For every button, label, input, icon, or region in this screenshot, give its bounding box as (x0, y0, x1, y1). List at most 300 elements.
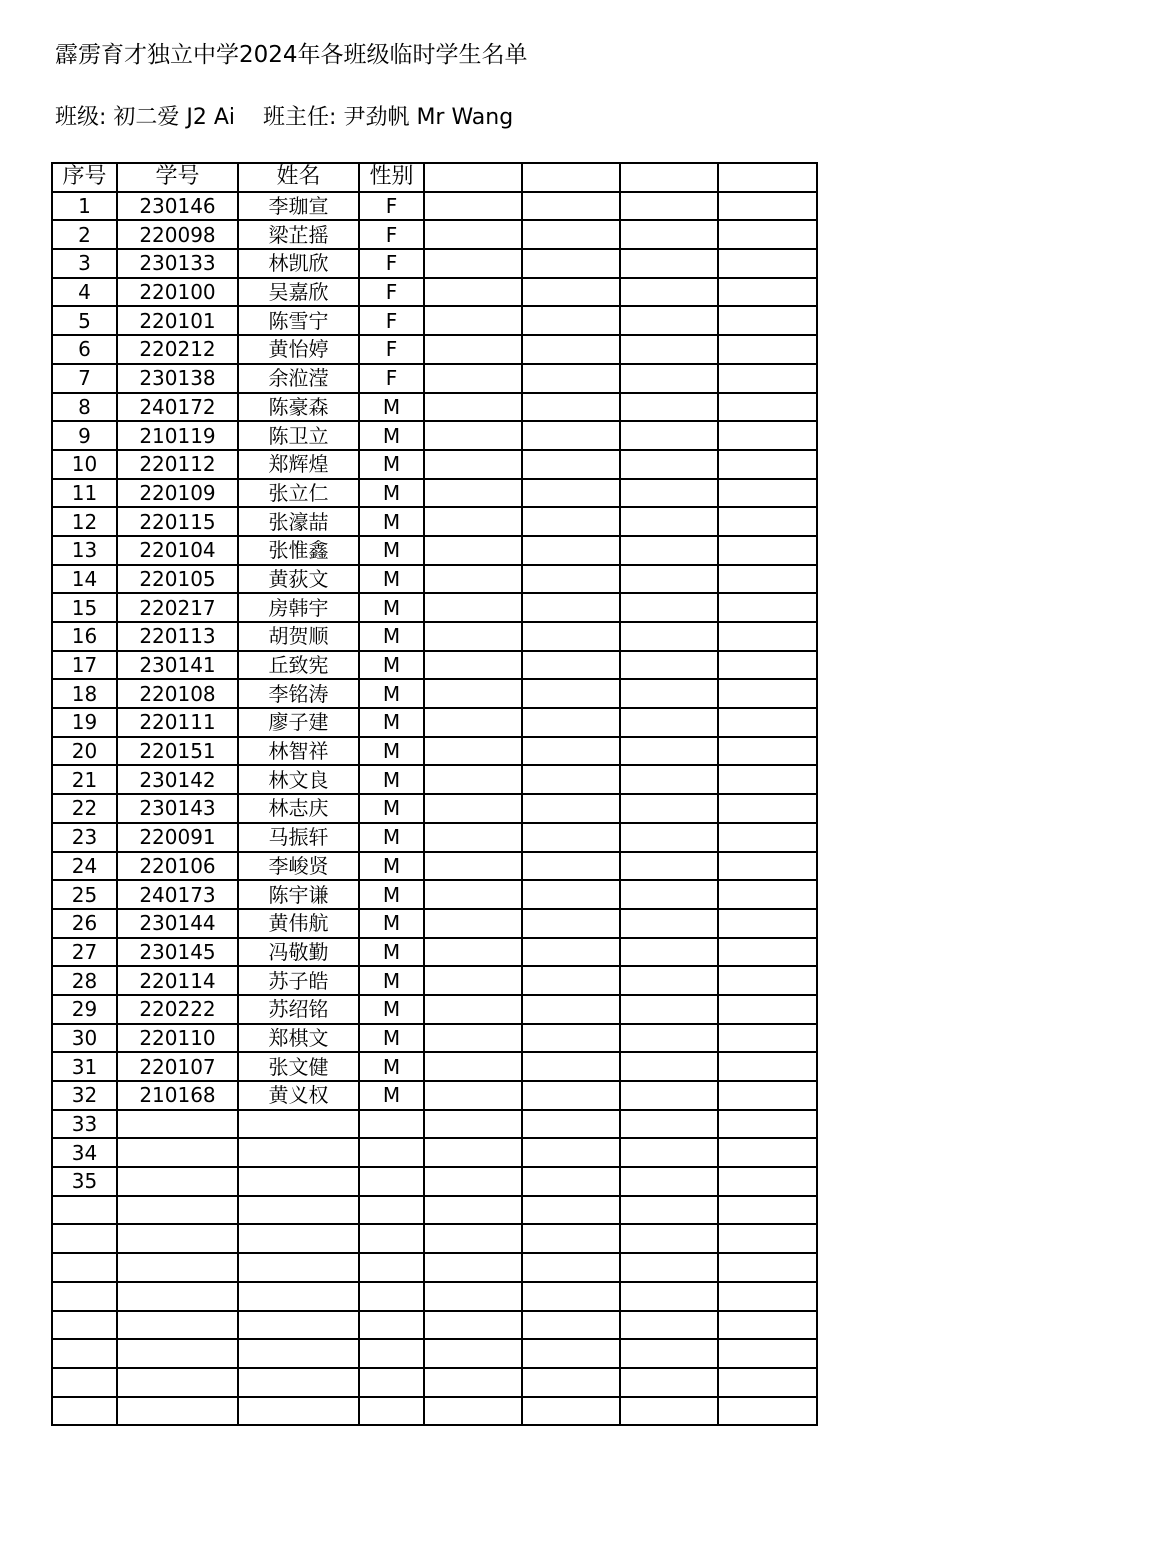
blank-cell (718, 1138, 817, 1167)
header-cell: 序号 (52, 163, 117, 192)
table-row (52, 565, 817, 594)
blank-cell (424, 565, 522, 594)
blank-cell (424, 1024, 522, 1053)
student-id-cell: 210168 (117, 1081, 238, 1110)
student-id-cell: 210119 (117, 421, 238, 450)
blank-cell (718, 938, 817, 967)
blank-cell (424, 1052, 522, 1081)
student-name-cell: 廖子建 (238, 708, 359, 737)
table-row (52, 536, 817, 565)
gender-cell: F (359, 249, 424, 278)
gender-cell (359, 1368, 424, 1397)
gender-cell: M (359, 852, 424, 881)
table-row (52, 1339, 817, 1368)
student-id-cell: 230145 (117, 938, 238, 967)
blank-cell (620, 1397, 718, 1426)
student-name-cell (238, 1110, 359, 1139)
gender-cell: M (359, 450, 424, 479)
blank-cell (718, 1081, 817, 1110)
gender-cell: M (359, 651, 424, 680)
blank-cell (718, 1339, 817, 1368)
blank-cell (718, 1110, 817, 1139)
blank-cell (718, 421, 817, 450)
blank-cell (620, 938, 718, 967)
student-id-cell (117, 1282, 238, 1311)
table-row (52, 679, 817, 708)
blank-cell (522, 393, 620, 422)
blank-cell (620, 823, 718, 852)
student-name-cell: 苏子皓 (238, 966, 359, 995)
student-name-cell: 林智祥 (238, 737, 359, 766)
row-number-cell: 27 (52, 938, 117, 967)
row-number-cell (52, 1339, 117, 1368)
row-number-cell (52, 1397, 117, 1426)
blank-cell (522, 1196, 620, 1225)
gender-cell: F (359, 364, 424, 393)
gender-cell (359, 1110, 424, 1139)
blank-cell (718, 1224, 817, 1253)
row-number-cell: 31 (52, 1052, 117, 1081)
blank-cell (620, 1196, 718, 1225)
homeroom-teacher-label: 班主任: 尹劲帆 Mr Wang (263, 105, 514, 130)
blank-cell (424, 651, 522, 680)
blank-cell (522, 679, 620, 708)
table-row (52, 1282, 817, 1311)
table-row (52, 852, 817, 881)
table-row (52, 450, 817, 479)
row-number-cell: 15 (52, 593, 117, 622)
row-number-cell (52, 1311, 117, 1340)
blank-cell (424, 622, 522, 651)
blank-cell (424, 708, 522, 737)
row-number-cell: 11 (52, 479, 117, 508)
blank-cell (620, 507, 718, 536)
row-number-cell: 14 (52, 565, 117, 594)
student-id-cell: 230146 (117, 192, 238, 221)
blank-cell (424, 1224, 522, 1253)
student-id-cell: 230143 (117, 794, 238, 823)
blank-cell (522, 536, 620, 565)
blank-cell (522, 1052, 620, 1081)
gender-cell (359, 1167, 424, 1196)
gender-cell: F (359, 220, 424, 249)
blank-cell (522, 708, 620, 737)
blank-cell (522, 1253, 620, 1282)
gender-cell: M (359, 966, 424, 995)
blank-cell (620, 565, 718, 594)
student-name-cell: 黄伟航 (238, 909, 359, 938)
row-number-cell: 5 (52, 306, 117, 335)
blank-cell (620, 306, 718, 335)
student-id-cell (117, 1196, 238, 1225)
blank-cell (718, 249, 817, 278)
gender-cell: M (359, 393, 424, 422)
blank-cell (522, 1110, 620, 1139)
row-number-cell: 25 (52, 880, 117, 909)
row-number-cell: 33 (52, 1110, 117, 1139)
blank-cell (718, 651, 817, 680)
table-row (52, 622, 817, 651)
student-name-cell: 张立仁 (238, 479, 359, 508)
student-id-cell: 230144 (117, 909, 238, 938)
student-id-cell: 230138 (117, 364, 238, 393)
student-name-cell: 吴嘉欣 (238, 278, 359, 307)
table-row (52, 192, 817, 221)
blank-cell (620, 651, 718, 680)
gender-cell: M (359, 995, 424, 1024)
blank-cell (718, 393, 817, 422)
student-name-cell: 张濠喆 (238, 507, 359, 536)
student-id-cell: 220222 (117, 995, 238, 1024)
header-cell: 性别 (359, 163, 424, 192)
blank-cell (424, 479, 522, 508)
table-row (52, 909, 817, 938)
blank-cell (522, 1024, 620, 1053)
table-row (52, 823, 817, 852)
blank-cell (718, 278, 817, 307)
blank-cell (620, 421, 718, 450)
table-row (52, 249, 817, 278)
blank-cell (620, 1368, 718, 1397)
row-number-cell: 26 (52, 909, 117, 938)
gender-cell: M (359, 880, 424, 909)
blank-cell (522, 651, 620, 680)
student-id-cell: 220112 (117, 450, 238, 479)
blank-cell (424, 220, 522, 249)
blank-cell (620, 1024, 718, 1053)
student-id-cell (117, 1311, 238, 1340)
row-number-cell: 28 (52, 966, 117, 995)
header-cell (718, 163, 817, 192)
blank-cell (424, 364, 522, 393)
row-number-cell: 1 (52, 192, 117, 221)
table-row (52, 1024, 817, 1053)
student-name-cell (238, 1196, 359, 1225)
gender-cell: F (359, 335, 424, 364)
gender-cell: F (359, 306, 424, 335)
gender-cell: M (359, 536, 424, 565)
blank-cell (620, 220, 718, 249)
table-body (52, 192, 817, 1426)
student-id-cell: 230133 (117, 249, 238, 278)
table-row (52, 335, 817, 364)
blank-cell (424, 1138, 522, 1167)
student-id-cell: 220114 (117, 966, 238, 995)
row-number-cell: 6 (52, 335, 117, 364)
blank-cell (424, 507, 522, 536)
row-number-cell (52, 1282, 117, 1311)
student-name-cell: 房韩宇 (238, 593, 359, 622)
gender-cell: M (359, 938, 424, 967)
gender-cell: F (359, 278, 424, 307)
blank-cell (424, 765, 522, 794)
blank-cell (718, 909, 817, 938)
row-number-cell: 17 (52, 651, 117, 680)
blank-cell (620, 249, 718, 278)
blank-cell (424, 593, 522, 622)
student-id-cell: 220098 (117, 220, 238, 249)
row-number-cell: 21 (52, 765, 117, 794)
student-name-cell: 陈豪森 (238, 393, 359, 422)
gender-cell (359, 1253, 424, 1282)
blank-cell (718, 364, 817, 393)
blank-cell (424, 192, 522, 221)
blank-cell (522, 794, 620, 823)
blank-cell (424, 1167, 522, 1196)
blank-cell (522, 1224, 620, 1253)
blank-cell (424, 421, 522, 450)
student-name-cell: 马振轩 (238, 823, 359, 852)
student-id-cell (117, 1138, 238, 1167)
blank-cell (522, 192, 620, 221)
row-number-cell: 23 (52, 823, 117, 852)
blank-cell (424, 1368, 522, 1397)
student-id-cell: 220110 (117, 1024, 238, 1053)
student-name-cell (238, 1253, 359, 1282)
blank-cell (522, 1311, 620, 1340)
student-id-cell: 220212 (117, 335, 238, 364)
student-id-cell: 220106 (117, 852, 238, 881)
student-name-cell (238, 1311, 359, 1340)
blank-cell (718, 622, 817, 651)
student-id-cell: 220101 (117, 306, 238, 335)
student-id-cell (117, 1224, 238, 1253)
blank-cell (620, 880, 718, 909)
header-cell (424, 163, 522, 192)
class-info (55, 103, 513, 133)
student-id-cell: 220104 (117, 536, 238, 565)
blank-cell (522, 1282, 620, 1311)
student-id-cell: 220108 (117, 679, 238, 708)
table-row (52, 306, 817, 335)
table-row (52, 651, 817, 680)
blank-cell (718, 1167, 817, 1196)
table-row (52, 1167, 817, 1196)
row-number-cell: 29 (52, 995, 117, 1024)
gender-cell: M (359, 421, 424, 450)
row-number-cell: 12 (52, 507, 117, 536)
row-number-cell: 4 (52, 278, 117, 307)
table-row (52, 421, 817, 450)
blank-cell (620, 909, 718, 938)
student-id-cell: 220217 (117, 593, 238, 622)
blank-cell (620, 852, 718, 881)
gender-cell: M (359, 593, 424, 622)
blank-cell (718, 1024, 817, 1053)
blank-cell (718, 479, 817, 508)
blank-cell (718, 852, 817, 881)
blank-cell (620, 1282, 718, 1311)
table-row (52, 220, 817, 249)
student-name-cell (238, 1138, 359, 1167)
blank-cell (522, 852, 620, 881)
student-name-cell (238, 1397, 359, 1426)
student-name-cell (238, 1339, 359, 1368)
student-name-cell: 李峻贤 (238, 852, 359, 881)
blank-cell (620, 393, 718, 422)
table-row (52, 1196, 817, 1225)
blank-cell (424, 306, 522, 335)
blank-cell (718, 1282, 817, 1311)
blank-cell (522, 479, 620, 508)
blank-cell (620, 1311, 718, 1340)
blank-cell (522, 450, 620, 479)
gender-cell: M (359, 765, 424, 794)
blank-cell (424, 1339, 522, 1368)
row-number-cell: 8 (52, 393, 117, 422)
student-name-cell: 林凯欣 (238, 249, 359, 278)
blank-cell (718, 1368, 817, 1397)
student-name-cell: 郑棋文 (238, 1024, 359, 1053)
header-cell (522, 163, 620, 192)
blank-cell (522, 249, 620, 278)
table-row (52, 966, 817, 995)
table-row (52, 1110, 817, 1139)
blank-cell (522, 909, 620, 938)
row-number-cell: 32 (52, 1081, 117, 1110)
student-name-cell: 胡贺顺 (238, 622, 359, 651)
header-cell: 学号 (117, 163, 238, 192)
row-number-cell (52, 1224, 117, 1253)
row-number-cell: 10 (52, 450, 117, 479)
table-row (52, 507, 817, 536)
blank-cell (522, 306, 620, 335)
blank-cell (620, 765, 718, 794)
table-row (52, 278, 817, 307)
blank-cell (620, 708, 718, 737)
student-roster-table (51, 162, 818, 1426)
gender-cell: M (359, 1024, 424, 1053)
student-name-cell: 苏绍铭 (238, 995, 359, 1024)
table-row (52, 708, 817, 737)
table-row (52, 880, 817, 909)
blank-cell (522, 938, 620, 967)
student-name-cell: 余涖滢 (238, 364, 359, 393)
blank-cell (620, 1167, 718, 1196)
student-name-cell: 李铭涛 (238, 679, 359, 708)
gender-cell: M (359, 622, 424, 651)
blank-cell (424, 450, 522, 479)
blank-cell (424, 1397, 522, 1426)
gender-cell (359, 1224, 424, 1253)
blank-cell (718, 306, 817, 335)
student-name-cell (238, 1368, 359, 1397)
student-name-cell (238, 1167, 359, 1196)
row-number-cell (52, 1368, 117, 1397)
gender-cell: M (359, 1052, 424, 1081)
row-number-cell: 30 (52, 1024, 117, 1053)
student-name-cell: 黄怡婷 (238, 335, 359, 364)
blank-cell (620, 794, 718, 823)
blank-cell (424, 1282, 522, 1311)
blank-cell (424, 794, 522, 823)
gender-cell (359, 1196, 424, 1225)
blank-cell (522, 593, 620, 622)
student-name-cell (238, 1282, 359, 1311)
student-name-cell: 冯敬勤 (238, 938, 359, 967)
table-row (52, 995, 817, 1024)
student-id-cell: 220113 (117, 622, 238, 651)
row-number-cell: 2 (52, 220, 117, 249)
blank-cell (424, 1253, 522, 1282)
gender-cell (359, 1138, 424, 1167)
blank-cell (718, 507, 817, 536)
blank-cell (620, 479, 718, 508)
blank-cell (620, 364, 718, 393)
blank-cell (718, 335, 817, 364)
table-row (52, 393, 817, 422)
blank-cell (522, 1138, 620, 1167)
student-id-cell: 230141 (117, 651, 238, 680)
student-name-cell: 林志庆 (238, 794, 359, 823)
gender-cell: M (359, 823, 424, 852)
table-header-row (52, 163, 817, 192)
gender-cell: F (359, 192, 424, 221)
student-id-cell: 240173 (117, 880, 238, 909)
gender-cell (359, 1339, 424, 1368)
blank-cell (620, 1253, 718, 1282)
blank-cell (718, 823, 817, 852)
blank-cell (522, 966, 620, 995)
blank-cell (620, 1081, 718, 1110)
blank-cell (522, 220, 620, 249)
blank-cell (522, 737, 620, 766)
blank-cell (424, 278, 522, 307)
blank-cell (620, 593, 718, 622)
blank-cell (522, 565, 620, 594)
row-number-cell: 19 (52, 708, 117, 737)
student-id-cell: 220107 (117, 1052, 238, 1081)
blank-cell (620, 1138, 718, 1167)
student-id-cell (117, 1167, 238, 1196)
blank-cell (522, 1167, 620, 1196)
student-name-cell: 梁芷摇 (238, 220, 359, 249)
blank-cell (424, 1196, 522, 1225)
table-row (52, 364, 817, 393)
student-id-cell: 220115 (117, 507, 238, 536)
gender-cell: M (359, 565, 424, 594)
blank-cell (522, 278, 620, 307)
row-number-cell: 9 (52, 421, 117, 450)
blank-cell (522, 765, 620, 794)
blank-cell (718, 737, 817, 766)
student-id-cell: 220151 (117, 737, 238, 766)
blank-cell (718, 679, 817, 708)
row-number-cell: 18 (52, 679, 117, 708)
blank-cell (522, 823, 620, 852)
blank-cell (718, 593, 817, 622)
table-row (52, 737, 817, 766)
blank-cell (424, 966, 522, 995)
blank-cell (620, 450, 718, 479)
blank-cell (522, 622, 620, 651)
student-id-cell: 230142 (117, 765, 238, 794)
table-row (52, 1224, 817, 1253)
student-name-cell: 丘致宪 (238, 651, 359, 680)
student-name-cell: 陈卫立 (238, 421, 359, 450)
row-number-cell: 24 (52, 852, 117, 881)
blank-cell (620, 622, 718, 651)
blank-cell (620, 1110, 718, 1139)
student-id-cell (117, 1253, 238, 1282)
blank-cell (522, 421, 620, 450)
gender-cell: M (359, 1081, 424, 1110)
blank-cell (424, 679, 522, 708)
gender-cell (359, 1311, 424, 1340)
header-cell (620, 163, 718, 192)
blank-cell (718, 880, 817, 909)
blank-cell (718, 966, 817, 995)
